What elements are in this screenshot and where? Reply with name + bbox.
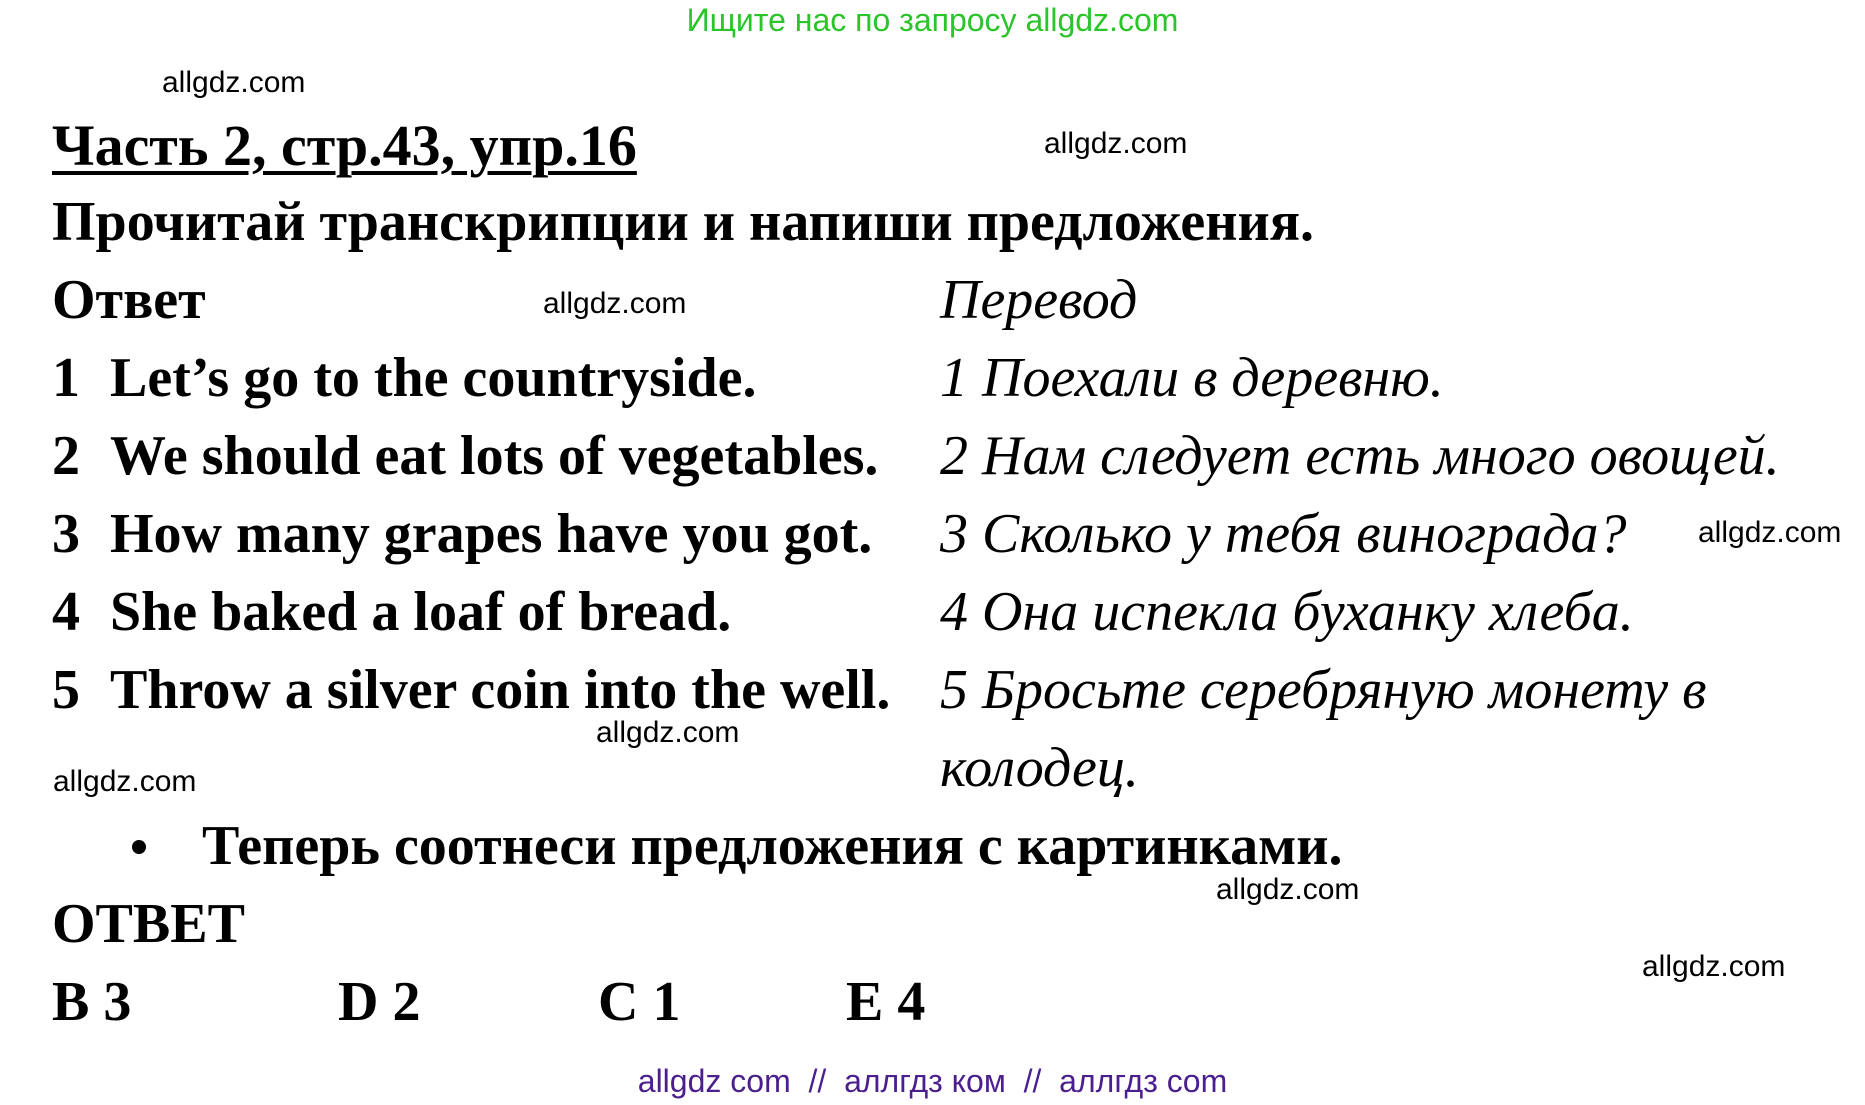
sentence-row xyxy=(52,658,890,722)
answer-label: Ответ xyxy=(52,269,206,331)
sentence-number: 1 xyxy=(52,347,80,409)
sentence-text: How many grapes have you got. xyxy=(110,503,873,565)
sentence-translation-continuation: колодец. xyxy=(940,737,1139,799)
sentence-text: Throw a silver coin into the well. xyxy=(110,659,891,721)
sentence-text: We should eat lots of vegetables. xyxy=(110,425,879,487)
watermark: allgdz.com xyxy=(53,765,197,798)
watermark: allgdz.com xyxy=(1698,516,1842,549)
match-item: E 4 xyxy=(846,971,926,1033)
translation-label: Перевод xyxy=(940,269,1138,331)
page-title: Часть 2, стр.43, упр.16 xyxy=(52,113,637,178)
match-item: B 3 xyxy=(52,971,132,1033)
answer-label-caps: ОТВЕТ xyxy=(52,893,245,955)
sentence-row xyxy=(52,502,872,566)
task-instruction: Прочитай транскрипции и напиши предложения. xyxy=(52,191,1315,253)
bullet-icon xyxy=(132,840,146,854)
sentence-row xyxy=(52,580,731,644)
sentence-row xyxy=(52,346,757,410)
sentence-number: 5 xyxy=(52,659,80,721)
sentence-row xyxy=(52,424,878,488)
watermark: allgdz.com xyxy=(162,66,306,99)
watermark: allgdz.com xyxy=(1044,127,1188,160)
sentence-text: Let’s go to the countryside. xyxy=(110,347,757,409)
watermark: allgdz.com xyxy=(1642,950,1786,983)
top-banner[interactable]: Ищите нас по запросу allgdz.com xyxy=(686,2,1179,38)
sentence-number: 2 xyxy=(52,425,80,487)
bullet-task-text: Теперь соотнеси предложения с картинками. xyxy=(202,815,1343,877)
match-item: C 1 xyxy=(598,971,681,1033)
sentence-translation: 2 Нам следует есть много овощей. xyxy=(940,425,1780,487)
watermark: allgdz.com xyxy=(596,716,740,749)
footer-links[interactable]: allgdz com // аллгдз ком // аллгдз com xyxy=(637,1063,1228,1099)
bullet-task xyxy=(132,814,1342,878)
sentence-translation: 5 Бросьте серебряную монету в xyxy=(940,659,1707,721)
sentence-translation: 4 Она испекла буханку хлеба. xyxy=(940,581,1634,643)
sentence-translation: 3 Сколько у тебя винограда? xyxy=(940,503,1627,565)
sentence-number: 3 xyxy=(52,503,80,565)
watermark: allgdz.com xyxy=(1216,873,1360,906)
watermark: allgdz.com xyxy=(543,287,687,320)
sentence-text: She baked a loaf of bread. xyxy=(110,581,732,643)
sentence-translation: 1 Поехали в деревню. xyxy=(940,347,1444,409)
match-item: D 2 xyxy=(338,971,421,1033)
sentence-number: 4 xyxy=(52,581,80,643)
